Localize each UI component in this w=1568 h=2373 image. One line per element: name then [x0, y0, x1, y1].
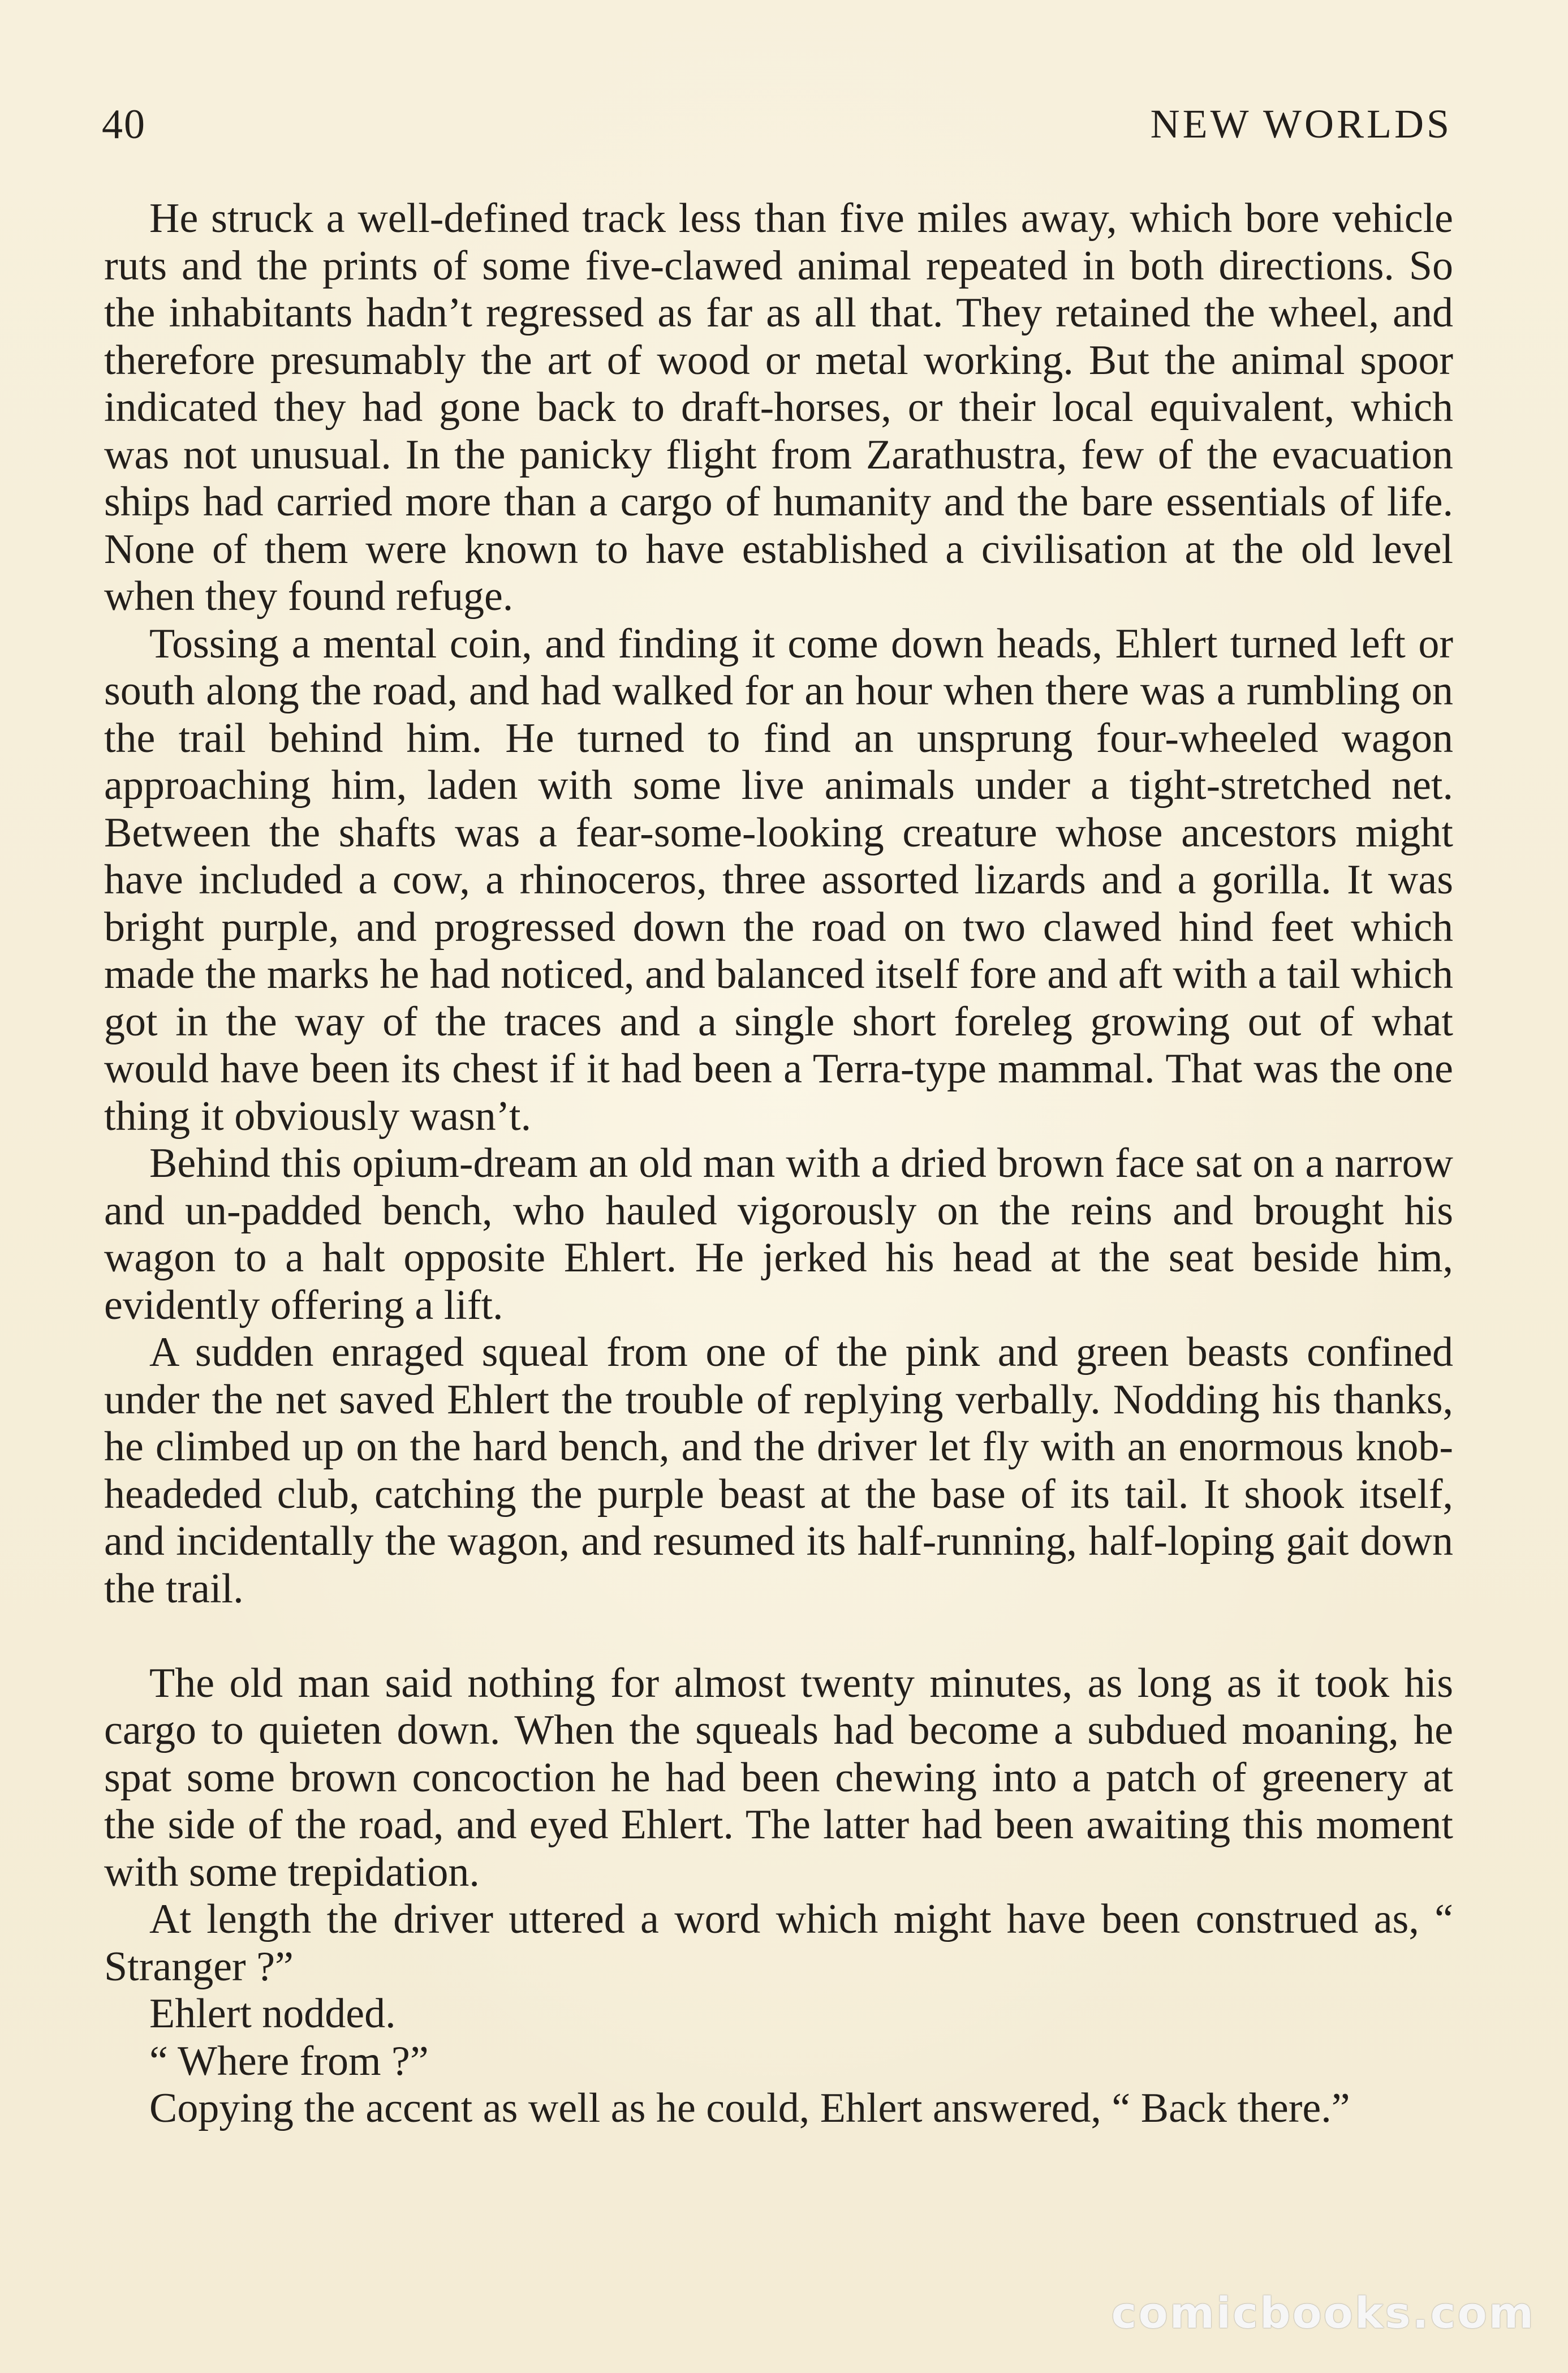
paragraph: At length the driver uttered a word which might have been construed as, “ Stranger ?”: [104, 1896, 1453, 1990]
running-title: NEW WORLDS: [1150, 101, 1452, 147]
paragraph: Ehlert nodded.: [149, 1991, 396, 2037]
paragraph: He struck a well-defined track less than five miles away, which bore vehicle ruts and the prints of some five-clawed animal repeated in both directions. So the inhabitants hadn’t regressed as far as all that. They retained the wheel, and therefore presumably the art of wood or metal working. But the animal spoor indicated they had gone back to draft-horses, or their local equivalent, which was not unusual. In the panicky flight from Zarathustra, few of the evacuation ships had carried more than a cargo of humanity and the bare essentials of life. None of them were known to have established a civilisation at the old level when they found refuge.: [104, 195, 1453, 620]
site-watermark: comicbooks.com: [1111, 2288, 1535, 2338]
paragraph: Copying the accent as well as he could, Ehlert answered, “ Back there.”: [149, 2085, 1350, 2131]
running-head: [102, 101, 1452, 152]
section-break: [104, 1613, 1453, 1660]
page-number: 40: [102, 101, 146, 148]
paragraph: Behind this opium-dream an old man with a dried brown face sat on a narrow and un-padded bench, who hauled vigorously on the reins and brought his wagon to a halt opposite Ehlert. He jerked his head at the seat beside him, evidently offering a lift.: [104, 1140, 1453, 1329]
paragraph: “ Where from ?”: [149, 2037, 429, 2084]
paragraph: A sudden enraged squeal from one of the pink and green beasts confined under the net saved Ehlert the trouble of replying verbally. Nodding his thanks, he climbed up on the hard bench, and the driver let fly with an enormous knob-headeded club, catching the purple beast at the base of its tail. It shook itself, and incidentally the wagon, and resumed its half-running, half-loping gait down the trail.: [104, 1329, 1453, 1612]
paragraph: Tossing a mental coin, and finding it come down heads, Ehlert turned left or south along the road, and had walked for an hour when there was a rumbling on the trail behind him. He turned to find an unsprung four-wheeled wagon approaching him, laden with some live animals under a tight-stretched net. Between the shafts was a fear-some-looking creature whose ancestors might have included a cow, a rhinoceros, three assorted lizards and a gorilla. It was bright purple, and progressed down the road on two clawed hind feet which made the marks he had noticed, and balanced itself fore and aft with a tail which got in the way of the traces and a single short foreleg growing out of what would have been its chest if it had been a Terra-type mammal. That was the one thing it obviously wasn’t.: [104, 620, 1453, 1140]
paragraph: The old man said nothing for almost twenty minutes, as long as it took his cargo to quieten down. When the squeals had become a subdued moaning, he spat some brown concoction he had been chewing into a patch of greenery at the side of the road, and eyed Ehlert. The latter had been awaiting this moment with some trepidation.: [104, 1660, 1453, 1895]
story-text: [104, 195, 1453, 2133]
